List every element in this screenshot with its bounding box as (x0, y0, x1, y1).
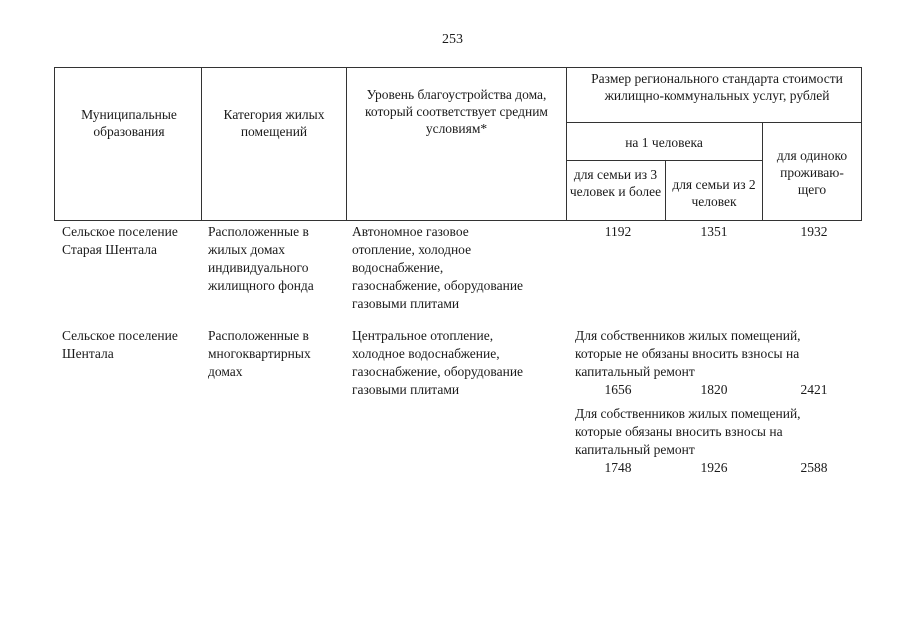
row2-group2-single-value: 2588 (800, 460, 828, 475)
header-divider (566, 160, 762, 161)
row2-group2-note: Для собственников жилых помещений, которые обязаны вносить взносы на капитальный ремонт (575, 406, 801, 457)
header-divider (566, 68, 567, 220)
header-divider (346, 68, 347, 220)
header-family2: для семьи из 2 человек (672, 177, 756, 209)
header-divider (566, 122, 861, 123)
row2-group2-family2-value: 1926 (700, 460, 728, 475)
row2-group1-family2-value: 1820 (700, 382, 728, 397)
row2-group1-family3-value: 1656 (604, 382, 632, 397)
table-header (54, 67, 862, 221)
row2-group2-family3-value: 1748 (604, 460, 632, 475)
row1-single-value: 1932 (800, 224, 828, 239)
header-divider (665, 160, 666, 220)
row1-category: Расположенные в жилых домах индивидуального жилищного фонда (208, 224, 314, 293)
header-family3: для семьи из 3 человек и более (569, 167, 662, 199)
row1-family3-value: 1192 (604, 224, 632, 239)
header-single: для одиноко проживаю-щего (776, 148, 848, 197)
header-level: Уровень благоустройства дома, который соответствует средним условиям* (365, 87, 548, 136)
row2-category: Расположенные в многоквартирных домах (208, 328, 311, 379)
header-municipality: Муниципальные образования (81, 107, 177, 139)
row1-family2-value: 1351 (700, 224, 728, 239)
row1-level: Автономное газовое отопление, холодное водоснабжение, газоснабжение, оборудование газовыми плитами (352, 224, 524, 311)
header-divider (201, 68, 202, 220)
header-per-person: на 1 человека (625, 135, 703, 150)
row2-group1-note: Для собственников жилых помещений, которые не обязаны вносить взносы на капитальный ремонт (575, 328, 801, 379)
row2-level: Центральное отопление, холодное водоснабжение, газоснабжение, оборудование газовыми плитами (352, 328, 524, 397)
header-standard: Размер регионального стандарта стоимости жилищно-коммунальных услуг, рублей (591, 71, 843, 103)
header-category: Категория жилых помещений (223, 107, 325, 139)
row1-municipality: Сельское поселение Старая Шентала (62, 224, 178, 257)
header-divider (762, 122, 763, 220)
page-number: 253 (442, 32, 463, 47)
row2-group1-single-value: 2421 (800, 382, 828, 397)
row2-municipality: Сельское поселение Шентала (62, 328, 178, 361)
